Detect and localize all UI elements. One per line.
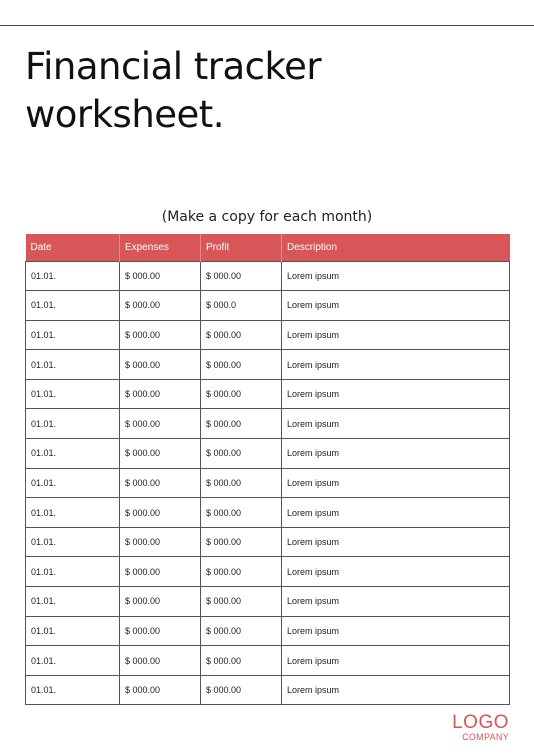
table-row bbox=[26, 379, 510, 409]
table-row bbox=[26, 261, 510, 291]
cell-profit: $ 000.00 bbox=[201, 557, 282, 587]
table-row bbox=[26, 616, 510, 646]
cell-description: Lorem ipsum bbox=[282, 350, 510, 380]
company-logo bbox=[452, 713, 509, 742]
cell-description: Lorem ipsum bbox=[282, 527, 510, 557]
cell-description: Lorem ipsum bbox=[282, 587, 510, 617]
cell-profit: $ 000.00 bbox=[201, 379, 282, 409]
header-expenses: Expenses bbox=[120, 234, 201, 261]
cell-profit: $ 000.00 bbox=[201, 587, 282, 617]
cell-date: 01.01. bbox=[26, 646, 120, 676]
cell-expenses: $ 000.00 bbox=[120, 675, 201, 705]
cell-description: Lorem ipsum bbox=[282, 291, 510, 321]
financial-tracker-table bbox=[25, 234, 510, 705]
table-body bbox=[26, 261, 510, 705]
table-row bbox=[26, 409, 510, 439]
cell-profit: $ 000.00 bbox=[201, 646, 282, 676]
cell-expenses: $ 000.00 bbox=[120, 439, 201, 469]
cell-expenses: $ 000.00 bbox=[120, 468, 201, 498]
cell-expenses: $ 000.00 bbox=[120, 291, 201, 321]
cell-description: Lorem ipsum bbox=[282, 646, 510, 676]
instruction-subtitle: (Make a copy for each month) bbox=[161, 209, 373, 225]
cell-description: Lorem ipsum bbox=[282, 498, 510, 528]
table-header-row bbox=[26, 234, 510, 261]
cell-description: Lorem ipsum bbox=[282, 439, 510, 469]
cell-profit: $ 000.00 bbox=[201, 498, 282, 528]
cell-expenses: $ 000.00 bbox=[120, 261, 201, 291]
cell-expenses: $ 000.00 bbox=[120, 587, 201, 617]
header-description: Description bbox=[282, 234, 510, 261]
cell-profit: $ 000.00 bbox=[201, 468, 282, 498]
header-date: Date bbox=[26, 234, 120, 261]
cell-expenses: $ 000.00 bbox=[120, 379, 201, 409]
table-row bbox=[26, 498, 510, 528]
cell-profit: $ 000.0 bbox=[201, 291, 282, 321]
cell-description: Lorem ipsum bbox=[282, 616, 510, 646]
cell-date: 01.01. bbox=[26, 557, 120, 587]
cell-date: 01.01. bbox=[26, 468, 120, 498]
logo-company-label: COMPANY bbox=[462, 732, 509, 742]
cell-date: 01.01. bbox=[26, 291, 120, 321]
cell-description: Lorem ipsum bbox=[282, 379, 510, 409]
cell-expenses: $ 000.00 bbox=[120, 320, 201, 350]
cell-date: 01.01. bbox=[26, 439, 120, 469]
cell-expenses: $ 000.00 bbox=[120, 616, 201, 646]
cell-description: Lorem ipsum bbox=[282, 675, 510, 705]
cell-expenses: $ 000.00 bbox=[120, 350, 201, 380]
header-profit: Profit bbox=[201, 234, 282, 261]
cell-profit: $ 000.00 bbox=[201, 675, 282, 705]
cell-profit: $ 000.00 bbox=[201, 527, 282, 557]
cell-profit: $ 000.00 bbox=[201, 409, 282, 439]
cell-date: 01.01. bbox=[26, 498, 120, 528]
cell-date: 01.01. bbox=[26, 379, 120, 409]
page-title-line-1: Financial tracker bbox=[25, 45, 322, 88]
table-row bbox=[26, 646, 510, 676]
cell-date: 01.01. bbox=[26, 587, 120, 617]
table-row bbox=[26, 587, 510, 617]
cell-description: Lorem ipsum bbox=[282, 261, 510, 291]
cell-description: Lorem ipsum bbox=[282, 409, 510, 439]
table-row bbox=[26, 320, 510, 350]
page-title-line-2: worksheet. bbox=[25, 93, 225, 136]
cell-expenses: $ 000.00 bbox=[120, 409, 201, 439]
cell-description: Lorem ipsum bbox=[282, 320, 510, 350]
cell-expenses: $ 000.00 bbox=[120, 498, 201, 528]
cell-expenses: $ 000.00 bbox=[120, 557, 201, 587]
cell-profit: $ 000.00 bbox=[201, 350, 282, 380]
cell-date: 01.01. bbox=[26, 527, 120, 557]
table-row bbox=[26, 468, 510, 498]
page-title bbox=[25, 43, 321, 139]
cell-date: 01.01. bbox=[26, 350, 120, 380]
table-row bbox=[26, 675, 510, 705]
top-divider bbox=[0, 25, 534, 26]
table-row bbox=[26, 439, 510, 469]
table-row bbox=[26, 557, 510, 587]
cell-expenses: $ 000.00 bbox=[120, 646, 201, 676]
cell-profit: $ 000.00 bbox=[201, 261, 282, 291]
cell-profit: $ 000.00 bbox=[201, 439, 282, 469]
table-row bbox=[26, 350, 510, 380]
cell-date: 01.01. bbox=[26, 675, 120, 705]
table-row bbox=[26, 527, 510, 557]
cell-date: 01.01. bbox=[26, 261, 120, 291]
cell-description: Lorem ipsum bbox=[282, 557, 510, 587]
cell-profit: $ 000.00 bbox=[201, 320, 282, 350]
logo-wordmark: LOGO bbox=[452, 712, 509, 733]
cell-date: 01.01. bbox=[26, 320, 120, 350]
cell-profit: $ 000.00 bbox=[201, 616, 282, 646]
cell-date: 01.01. bbox=[26, 616, 120, 646]
cell-date: 01.01. bbox=[26, 409, 120, 439]
cell-description: Lorem ipsum bbox=[282, 468, 510, 498]
cell-expenses: $ 000.00 bbox=[120, 527, 201, 557]
table-row bbox=[26, 291, 510, 321]
